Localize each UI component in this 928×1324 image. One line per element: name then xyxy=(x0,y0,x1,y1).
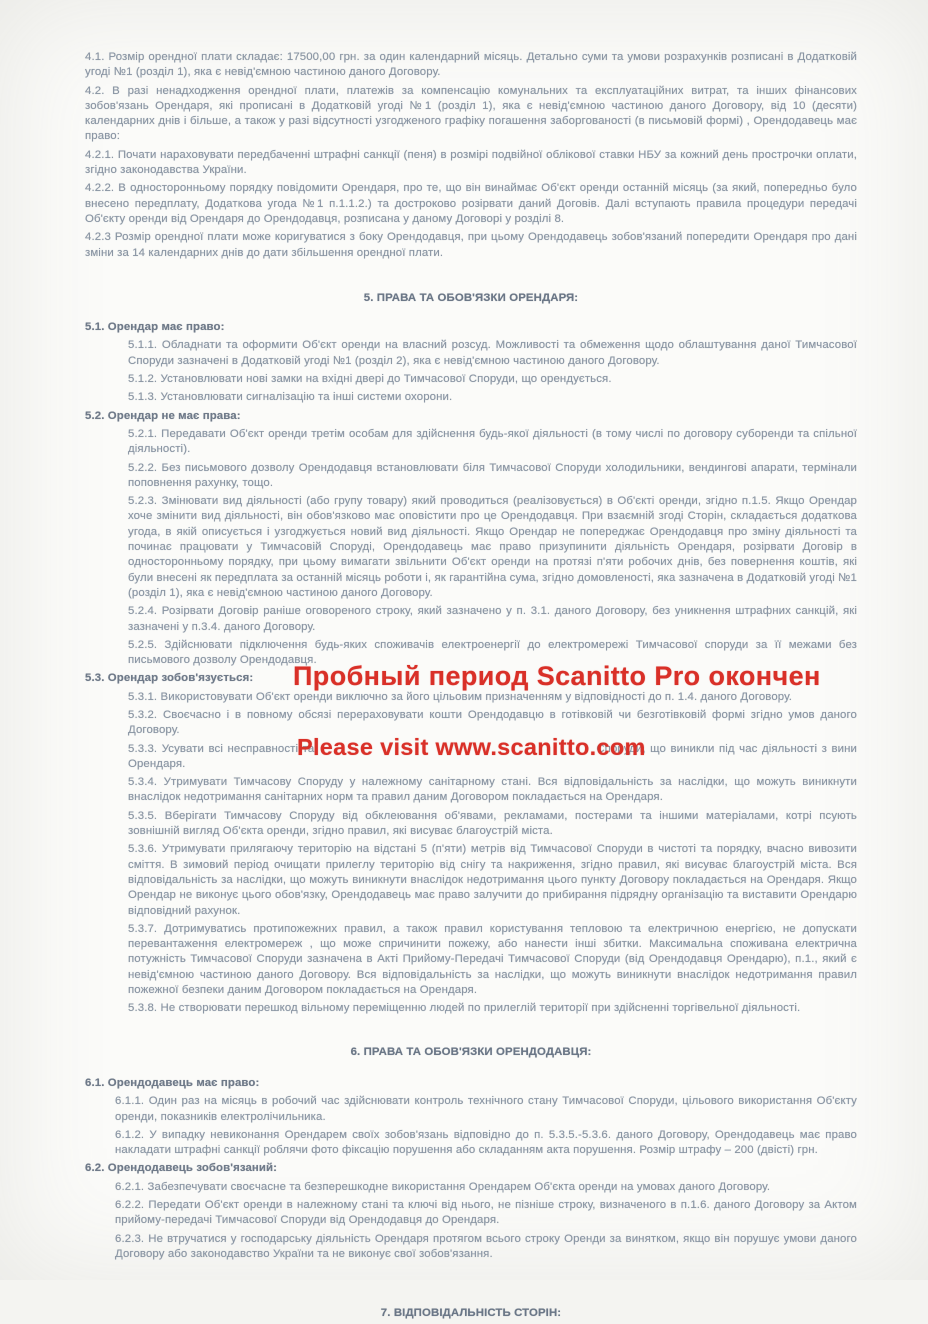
clause-4-2-1: 4.2.1. Почати нараховувати передбаченні штрафні санкції (пеня) в розмірі подвійної облікової ставки НБУ за кожний день прострочки оплати, згідно законодавства України. xyxy=(85,148,857,177)
clause-5-3-3-text-start: 5.3.3. Усувати всі несправності та xyxy=(128,742,315,755)
clause-4-1: 4.1. Розмір орендної плати складає: 17500,00 грн. за один календарний місяць. Детально суми та умови розрахунків розписані в Додатковій угоді №1 (розділ 1), яка є невід'ємною частиною даного Договору. xyxy=(85,51,857,79)
contract-text-column xyxy=(85,50,857,1324)
section-6-heading: 6. ПРАВА ТА ОБОВ'ЯЗКИ ОРЕНДОДАВЦЯ: xyxy=(350,1045,592,1058)
clause-6-2-3: 6.2.3. Не втручатися у господарську діяльність Орендаря протягом всього строку Оренди за винятком, якщо він порушує умови даного Договору або законодавство України та не виконує свої зобов'язання. xyxy=(115,1232,857,1260)
clause-6-2-1: 6.2.1. Забезпечувати своєчасне та безперешкодне використання Орендарем Об'єкта оренди на умовах даного Договору. xyxy=(115,1180,771,1193)
clause-5-3-5: 5.3.5. Вберігати Тимчасову Споруду від обклеювання об'явами, рекламами, постерами та іншими матеріалами, котрі псують зовнішній вигляд Об'єкта оренди, згідно правил, які висуває благоустрій міста. xyxy=(128,809,857,838)
clause-5-3-7: 5.3.7. Дотримуватись протипожежних правил, а також правил користування тепловою та електричною енергією, не допускати перевантаження електромереж , що може спричинити пожежу, або нанести інші збитки. Максимальна споживана електрична потужність Тимчасової Споруди зазначена в Акті Прийому-Передачі Тимчасової Споруди (від Орендодавця Орендарю), п.1., який є невід'ємною частиною даного Договору. Вся відповідальність за наслідки, що можуть виникнути внаслідок недотримання правил пожежної безпеки даним Договором покладається на Орендаря. xyxy=(128,922,857,997)
clause-6-2-2: 6.2.2. Передати Об'єкт оренди в належному стані та ключі від нього, не пізніше строку, визначеного в п.1.6. даного Договору за Актом прийому-передачі Тимчасової Споруди від Орендодавця до Орендаря. xyxy=(115,1199,857,1227)
clause-6-1-1: 6.1.1. Один раз на місяць в робочий час здійснювати контроль технічного стану Тимчасової Споруди, цільового використання Об'єкту оренди, показників електролічильника. xyxy=(115,1095,857,1123)
clause-5-2-5: 5.2.5. Здійснювати підключення будь-яких споживачів електроенергії до електромережі Тимчасової споруди за її межами без письмового дозволу Орендодавця. xyxy=(128,638,857,667)
clause-6-2-heading: 6.2. Орендодавець зобов'язаний: xyxy=(85,1162,278,1175)
clause-4-2: 4.2. В разі ненадходження орендної плати, платежів за компенсацію комунальних та експлуатаційних витрат, та інших фінансових зобов'язань Орендаря, які прописані в Додатковій угоді №1 (розділ 1), яка є невід'ємною частиною даного Договору, від 10 (десяти) календарних днів і більше, а також у разі відсутності узгодженого графіку погашення заборгованості (в письмовій формі) , Орендодавець має право: xyxy=(85,84,857,143)
clause-5-2-3: 5.2.3. Змінювати вид діяльності (або групу товару) який проводиться (реалізовується) в Об'єкті оренди, згідно п.1.5. Якщо Орендар хоче змінити вид діяльності, він обов'язково має оповістити про це Орендодавця. При взаємній згоді Сторін, складається додаткова угода, в якій описується і узгоджується новий вид діяльності. Якщо Орендар не попереджає Орендодавця про зміну діяльності та починає працювати у Тимчасовій Споруді, Орендодавець має право призупинити діяльність Орендаря, розірвати Договір в односторонньому порядку, при цьому вимагати звільнити Об'єкт оренди на протязі п'яти робочих днів, без повернення коштів, які були внесені як передплата за останній місяць роботи і, як гарантійна сума, згідно домовленості, яка зазначена в Додатковій угоді №1 (розділ 1), яка є невід'ємною частиною даного Договору. xyxy=(128,495,857,599)
watermark-trial-expired: Пробный период Scanitto Pro окончен xyxy=(293,661,821,692)
clause-5-2-heading: 5.2. Орендар не має права: xyxy=(85,409,241,422)
clause-5-1-heading: 5.1. Орендар має право: xyxy=(85,321,225,334)
clause-5-3-6: 5.3.6. Утримувати прилягаючу територію на відстані 5 (п'яти) метрів від Тимчасової Споруди в чистоті та порядку, вчасно вивозити сміття. В зимовий період очищати прилеглу територію від снігу та накриження, згідно правил, які висуває благоустрій міста. Вся відповідальність за наслідки, що можуть виникнути внаслідок недотримання цього пункту Договору покладається на Орендаря. Якщо Орендар не виконує цього обов'язку, Орендодавець має право залучити до прибирання підрядну організацію та виставити Орендарю відповідний рахунок. xyxy=(128,843,857,917)
clause-5-2-2: 5.2.2. Без письмового дозволу Орендодавця встановлювати біля Тимчасової Споруди холодильники, вендингові апарати, термінали поповнення рахунку, тощо. xyxy=(128,461,857,489)
clause-5-3-heading: 5.3. Орендар зобов'язується: xyxy=(85,672,254,685)
section-5-heading: 5. ПРАВА ТА ОБОВ'ЯЗКИ ОРЕНДАРЯ: xyxy=(363,291,579,304)
clause-5-1-2: 5.1.2. Установлювати нові замки на вхідні двері до Тимчасової Споруди, що орендується. xyxy=(128,373,612,386)
clause-5-2-4: 5.2.4. Розірвати Договір раніше оговореного строку, який зазначено у п. 3.1. даного Договору, без уникнення штрафних санкцій, які зазначені у п.3.4. даного Договору. xyxy=(128,605,857,633)
watermark-visit-url: Please visit www.scanitto.com xyxy=(297,733,646,760)
clause-5-3-3-text-end: Споруди, що виникли під час діяльності з вини Орендаря. xyxy=(128,742,857,770)
clause-5-1-3: 5.1.3. Установлювати сигналізацію та інші системи охорони. xyxy=(128,391,453,404)
clause-5-3-4: 5.3.4. Утримувати Тимчасову Споруду у належному санітарному стані. Вся відповідальність за наслідки, що можуть виникнути внаслідок недотримання санітарних норм та правил даним Договором покладається на Орендаря. xyxy=(128,776,857,804)
clause-5-3-1: 5.3.1. Використовувати Об'єкт оренди виключно за його цільовим призначенням у відповідності до п. 1.4. даного Договору. xyxy=(128,690,793,703)
clause-4-2-3: 4.2.3 Розмір орендної плати може коригуватися з боку Орендодавця, при цьому Орендодавець зобов'язаний попередити Орендаря про дані зміни за 14 календарних днів до дати збільшення орендної плати. xyxy=(85,231,857,259)
clause-5-3-8: 5.3.8. Не створювати перешкод вільному переміщенню людей по прилеглій території при здійсненні торгівельної діяльності. xyxy=(128,1002,801,1015)
clause-5-2-1: 5.2.1. Передавати Об'єкт оренди третім особам для здійснення будь-якої діяльності (в тому числі по договору суборенди та спільної діяльності). xyxy=(128,427,857,456)
section-7-heading: 7. ВІДПОВІДАЛЬНІСТЬ СТОРІН: xyxy=(380,1307,562,1320)
clause-6-1-2: 6.1.2. У випадку невиконання Орендарем своїх зобов'язань відповідно до п. 5.3.5.-5.3.6. даного Договору, Орендодавець має право накладати штрафні санкції роблячи фото фіксацію порушення або складанням акта порушення. Розмір штрафу – 200 (двісті) грн. xyxy=(115,1128,857,1157)
clause-5-3-2: 5.3.2. Своєчасно і в повному обсязі перераховувати кошти Орендодавцю в готівковій чи безготівковій формі згідно умов даного Договору. xyxy=(128,708,857,737)
clause-5-3-block xyxy=(85,661,857,1016)
clause-4-2-2: 4.2.2. В односторонньому порядку повідомити Орендаря, про те, що він винаймає Об'єкт оренди останній місяць (за який, попередньо було внесено передплату, Додаткова угода №1 п.1.1.2.) та достроково розірвати даний Договів. Далі вступають правила процедури передачі Об'єкту оренди від Орендаря до Орендодавця, розписана у даному Договорі у розділі 8. xyxy=(85,182,857,225)
clause-6-1-heading: 6.1. Орендодавець має право: xyxy=(85,1076,260,1089)
clause-5-3-3 xyxy=(85,733,857,773)
clause-5-1-1: 5.1.1. Обладнати та оформити Об'єкт оренди на власний розсуд. Можливості та обмеження щодо облаштування даної Тимчасової Споруди зазначені в Додатковій угоді №1 (розділ 2), яка є невід'ємною частиною даного Договору. xyxy=(128,339,857,367)
